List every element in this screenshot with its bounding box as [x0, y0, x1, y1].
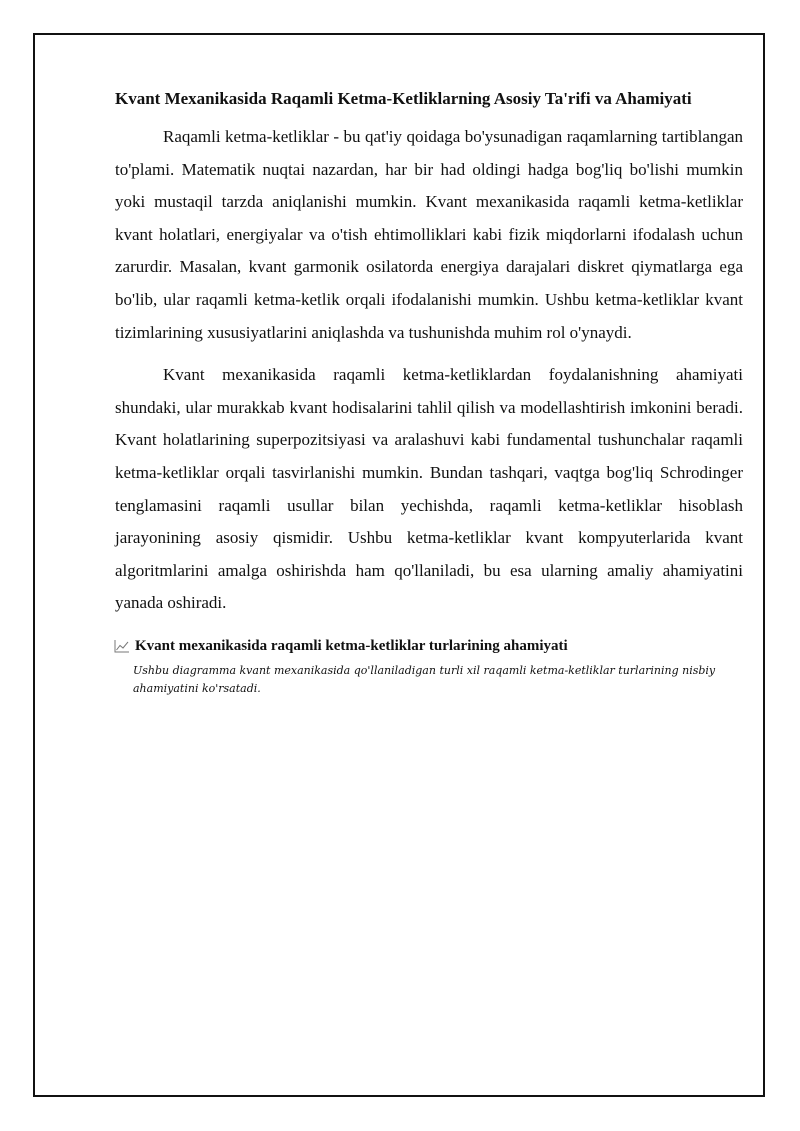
figure-block	[115, 636, 743, 698]
paragraph-2: Kvant mexanikasida raqamli ketma-ketliklardan foydalanishning ahamiyati shundaki, ular murakkab kvant hodisalarini tahlil qilish va modellashtirish imkonini beradi. Kvant holatlarining superpozitsiyasi va aralashuvi kabi fundamental tushunchalar raqamli ketma-ketliklar orqali tasvirlanishi mumkin. Bundan tashqari, vaqtga bog'liq Schrodinger tenglamasini raqamli usullar bilan yechishda, raqamli ketma-ketliklar hisoblash jarayonining asosiy qismidir. Ushbu ketma-ketliklar kvant kompyuterlarida kvant algoritmlarini amalga oshirishda ham qo'llaniladi, bu esa ularning amaliy ahamiyatini yanada oshiradi.	[115, 365, 743, 613]
document-body	[115, 86, 743, 698]
line-chart-icon	[114, 639, 130, 653]
figure-caption: Ushbu diagramma kvant mexanikasida qo'llaniladigan turli xil raqamli ketma-ketliklar turlarining nisbiy ahamiyatini ko'rsatadi.	[133, 663, 716, 695]
paragraph-1: Raqamli ketma-ketliklar - bu qat'iy qoidaga bo'ysunadigan raqamlarning tartiblangan to'plami. Matematik nuqtai nazardan, har bir had oldingi hadga bog'liq bo'lishi mumkin yoki mustaqil tarzda aniqlanishi mumkin. Kvant mexanikasida raqamli ketma-ketliklar kvant holatlari, energiyalar va o'tish ehtimolliklari kabi fizik miqdorlarni ifodalash uchun zarurdir. Masalan, kvant garmonik osilatorda energiya darajalari diskret qiymatlarga ega bo'lib, ular raqamli ketma-ketlik orqali ifodalanishi mumkin. Ushbu ketma-ketliklar kvant tizimlarining xususiyatlarini aniqlashda va tushunishda muhim rol o'ynaydi.	[115, 127, 743, 342]
document-title: Kvant Mexanikasida Raqamli Ketma-Ketliklarning Asosiy Ta'rifi va Ahamiyati	[115, 89, 692, 108]
figure-heading	[115, 636, 743, 656]
figure-heading-text: Kvant mexanikasida raqamli ketma-ketliklar turlarining ahamiyati	[135, 637, 568, 654]
